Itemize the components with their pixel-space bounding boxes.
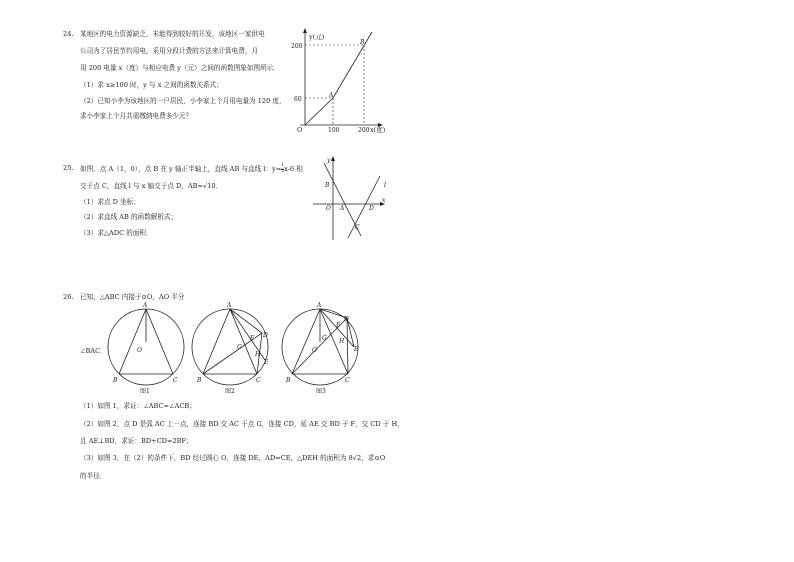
fig3-caption: 图3: [316, 388, 326, 395]
fig2-label-e: E: [264, 359, 269, 366]
q25-fraction-den: 2: [281, 168, 285, 174]
q25-line-1-a: 如图，点 A（1，0），点 B 在 y 轴正半轴上，直线 AB 与直线 l：y=: [80, 165, 282, 173]
q24-line-5: （2）已知小李为该地区的一户居民，小李家上个月用电量为 120 度，: [80, 97, 286, 105]
fig3-label-g: G: [322, 335, 327, 342]
fig2-label-d: D: [263, 332, 268, 339]
fig2-label-a: A: [227, 302, 232, 309]
q26-part-2: （2）如图 2，点 D 是弧 AC 上一点，连接 BD 交 AC 于点 G，连接 CD，延 AE 交 BD 于 F，交 CD 于 H，: [80, 420, 404, 428]
q25-y-label: y: [327, 157, 331, 164]
q24-line-2: 公司为了居民节约用电，采用分段计费的方法来计算电费，月: [80, 47, 259, 55]
q24-point-b: B: [360, 39, 365, 46]
q26-part-3b: 的半径．: [80, 472, 107, 480]
q25-line-3: （1）求点 D 坐标；: [80, 198, 140, 206]
q25-line-2: 交于点 C，直线 l 与 x 轴交于点 D，AB=√10．: [80, 182, 223, 190]
q24-line-6: 求小李家上个月共需缴纳电费多少元？: [80, 112, 193, 120]
q26-part-3: （3）如图 3，在（2）的条件下，BD 经过圆心 O，连接 DE，AD=CE，△DEH 的面积为 8√2，求⊙O: [80, 454, 386, 462]
q26-part-1: （1）如图 1，求证：∠ABC=∠ACB；: [80, 402, 196, 410]
fig3-label-h: H: [339, 338, 345, 345]
fig2-label-b: B: [197, 377, 202, 384]
q24-xtick-100: 100: [328, 127, 340, 134]
q24-ytick-200: 200: [291, 43, 303, 50]
q26-line-1: 已知，△ABC 内接于⊙O，AO 平分: [80, 293, 185, 301]
fig1-ac: [146, 309, 173, 374]
q26-number: 26.: [63, 293, 74, 301]
q24-ytick-60: 60: [294, 96, 302, 103]
q25-l-label: l: [384, 181, 387, 189]
fig3-label-o: O: [312, 347, 317, 354]
q24-line-3: 用 200 电量 x（度）与相应电费 y（元）之间的函数图象如图所示．: [80, 64, 280, 72]
q25-line-1-b: x-6 相: [284, 165, 303, 173]
fig2-label-g: G: [237, 344, 242, 351]
fig1-label-b: B: [113, 377, 118, 384]
q24-xtick-200: 200: [358, 127, 370, 134]
q25-point-d: D: [369, 205, 374, 212]
q24-point-a: A: [329, 92, 334, 99]
q24-origin: O: [297, 126, 303, 134]
fig3-label-f: F: [336, 322, 341, 329]
fig1-label-c: C: [173, 377, 178, 384]
fig3-label-e: E: [354, 346, 359, 353]
q24-number: 24.: [63, 30, 74, 38]
fig1-label-a: A: [143, 302, 148, 309]
fig2-label-h: H: [255, 351, 261, 358]
fig2-label-c: C: [256, 377, 261, 384]
fig1-label-o: O: [137, 347, 142, 354]
q25-x-label: x: [382, 197, 386, 204]
q24-y-label: y(元): [309, 33, 325, 41]
fig3-label-a: A: [317, 302, 322, 309]
q25-line-4: （2）求直线 AB 的函数解析式；: [80, 213, 178, 221]
q24-x-label: x(度): [370, 126, 386, 134]
q25-point-c: C: [355, 224, 360, 231]
fig3-label-d: D: [344, 316, 349, 323]
q26-part-2b: 且 AE⊥BD，求证：BD+CD=2BF；: [80, 437, 193, 445]
q25-number: 25.: [63, 164, 74, 172]
q25-line-5: （3）求△ADC 的面积．: [80, 229, 153, 237]
q24-line-4: （1）求 x≥100 时，y 与 x 之间的函数关系式；: [80, 81, 223, 89]
fig3-label-b: B: [286, 377, 291, 384]
fig3-cd: [347, 318, 348, 374]
q26-line-2: ∠BAC．: [80, 347, 107, 355]
fig1-caption: 图1: [140, 388, 150, 395]
fig2-label-f: F: [250, 335, 255, 342]
q25-point-a: A: [340, 205, 345, 212]
q25-point-b: B: [325, 182, 330, 189]
q25-origin: O: [326, 205, 331, 212]
q25-fraction-num: 1: [281, 163, 285, 168]
fig2-caption: 图2: [225, 388, 235, 395]
fig1-ab: [119, 309, 146, 374]
fig3-label-c: C: [345, 377, 350, 384]
q24-line-1: 某地区的电力资源缺乏，未能得到较好的开发，该地区一家供电: [80, 30, 265, 38]
fig3-ab: [292, 309, 320, 374]
